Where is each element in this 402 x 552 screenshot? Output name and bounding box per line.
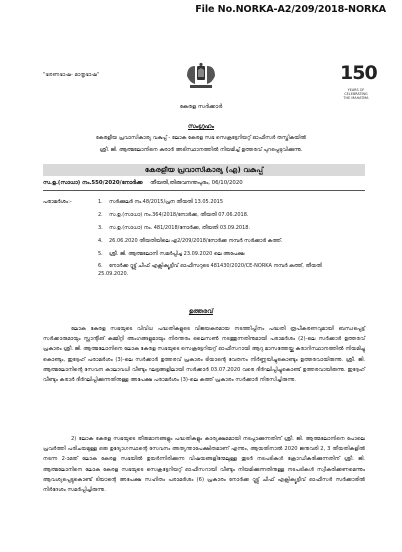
file-number: File No.NORKA-A2/209/2018-NORKA bbox=[195, 4, 386, 15]
reference-item: 1. സർക്കുലർ നം.48/2015/പ്രന തീയതി 13.05.2015 bbox=[98, 199, 224, 205]
order-paragraph-2: 2) ലോക കേരള സഭയുടെ തീരുമാനങ്ങളും പദ്ധതികളും കാര്യക്ഷമമായി നടപ്പാക്കുന്നതിന് ശ്രീ. ജി. ആത്മലോനിനെ പോലെ പ്രവർത്തി പരിചയമുള്ള ഒരു ഉദ്യോഗസ്ഥന്റെ സേവനം അത്യന്താപേക്ഷിതമാണ് എന്നും, ആയതിനാൽ 2020 ജനുവരി 2, 3 തീയതികളിൽ നടന്ന 2-ാമത് ലോക കേരള സഭയിൽ ഉയർന്നിരിക്കുന്ന വിഷയങ്ങളിന്മേലുള്ള തുടർ നടപടികൾ ക്രോഡീകരിക്കുന്നതിന് ശ്രീ. ജി. ആത്മലോനിനെ ലോക കേരള സഭയുടെ സെക്രട്ടേറിയറ്റ് ഓഫീസറായി വീണ്ടും നിയമിക്കുന്നതിനുള്ള നടപടികൾ സ്വീകരിക്കണമെന്നും ആവശ്യപ്പെട്ടുകൊണ്ട് ടിയാന്റെ അപേക്ഷ സഹിതം പരാമർശം (6) പ്രകാരം നോർക്ക റൂട്ട്സ് ചീഫ് എക്സിക്യൂട്ടീവ് ഓഫീസർ സർക്കാരിൽ നിർദേശം സമർപ്പിച്ചിരുന്നു. bbox=[43, 436, 365, 494]
order-date: തീയതി,തിരുവനന്തപുരം, 06/10/2020 bbox=[150, 180, 243, 186]
gandhi-150-logo: 150 YEARS OF CELEBRATING THE MAHATMA bbox=[340, 62, 377, 100]
references-label: പരാമർശം:- bbox=[43, 199, 72, 205]
subject-line-1: കേരളീയ പ്രവാസികാര്യ വകുപ്പ് - ലോക കേരള സഭ സെക്രട്ടേറിയറ്റ് ഓഫീസർ തസ്തികയിൽ bbox=[95, 135, 307, 141]
official-language-motto: "ഭരണഭാഷ- മാതൃഭാഷ" bbox=[43, 72, 100, 78]
subject-line-2: ശ്രീ. ജി. ആത്മലോനിനെ കരാർ അടിസ്ഥാനത്തിൽ നിയമിച്ച് ഉത്തരവ് പുറപ്പെടുവിക്കുന്നു. bbox=[99, 147, 303, 153]
order-number-line bbox=[43, 180, 365, 191]
department-title: കേരളീയ പ്രവാസികാര്യ (എ) വകുപ്പ് bbox=[43, 164, 365, 176]
order-paragraph-1: ലോക കേരള സഭയുടെ വിവിധ പദ്ധതികളുടെ വിജയകരമായ നടത്തിപ്പിനം പദ്ധതി രൂപീകരണവുമായി ബന്ധപ്പെട്ട് സർക്കാരുമായും സ്റ്റാന്റിങ് കമ്മിറ്റി അംഗങ്ങളുമായും നിരന്തരം ലൈസൺ നടത്തുന്നതിനുമായി പരാമർശം (2)-ലെ സർക്കാർ ഉത്തരവ് പ്രകാരം ശ്രീ. ജി. ആത്മലോനിനെ ലോക കേരള സഭയുടെ സെക്രട്ടേറിയറ്റ് ഓഫീസറായി ആറു മാസത്തേയ്ക്കു കരാറിസ്ഥാനത്തിൽ നിയമിച്ചു കൊണ്ടും, ഇദ്ദേഹ് പരാമർശം (3)-ലെ സർക്കാർ ഉത്തരവ് പ്രകാരം ടിയാന്റെ വേതനം നിർണ്ണയിച്ചുകൊണ്ടും ഉത്തരവായിരുന്നു. ശ്രീ. ജി. ആത്മലോനിന്റെ സേവന കാലാവധി വീണ്ടും ഘട്ടങ്ങളിലായി സർക്കാർ 03.07.2020 വരെ ദീർഘിപ്പിച്ചുകൊണ്ട് ഉത്തരവായിരുന്നു. ഇദ്ദേഹ് വീണ്ടും കരാർ ദീർഘിപ്പിക്കുന്നതിനുള്ള അപേക്ഷ പരാമർശം (3)-ലെ കത്ത് പ്രകാരം സർക്കാർ നിരസിച്ചിരുന്നു. bbox=[43, 326, 365, 384]
reference-item: 3. സ.ഉ.(സാധാ) നം. 481/2018/നോർക്ക, തീയതി 03.09.2018. bbox=[98, 225, 251, 231]
reference-item: 2. സ.ഉ.(സാധാ) നം.364/2018/നോർക്ക, തീയതി 07.06.2018. bbox=[98, 212, 249, 218]
subject-heading: സംഗ്രഹം bbox=[187, 123, 215, 130]
reference-item: 6. നോർക്ക റൂട്ട്സ് ചീഫ് എക്സിക്യൂട്ടീവ് ഓഫീസറുടെ 481430/2020/CE-NORKA നമ്പർ കത്ത്, തീയതി 25.09.2020. bbox=[98, 263, 322, 277]
kerala-emblem-icon bbox=[184, 62, 218, 92]
reference-item: 4. 26.06.2020 തീയതിയിലെ എ2/209/2018/നോർക്ക നമ്പർ സർക്കാർ കത്ത്. bbox=[98, 238, 283, 244]
order-heading: ഉത്തരവ് bbox=[188, 308, 214, 315]
order-number: സ.ഉ.(സാധാ) നം.550/2020/നോർക്ക bbox=[43, 180, 143, 186]
reference-item: 5. ശ്രീ. ജി. ആത്മലോനി സമർപ്പിച്ച 23.09.2020 ലെ അപേക്ഷ bbox=[98, 251, 245, 257]
government-name: കേരള സർക്കാർ bbox=[179, 104, 223, 110]
